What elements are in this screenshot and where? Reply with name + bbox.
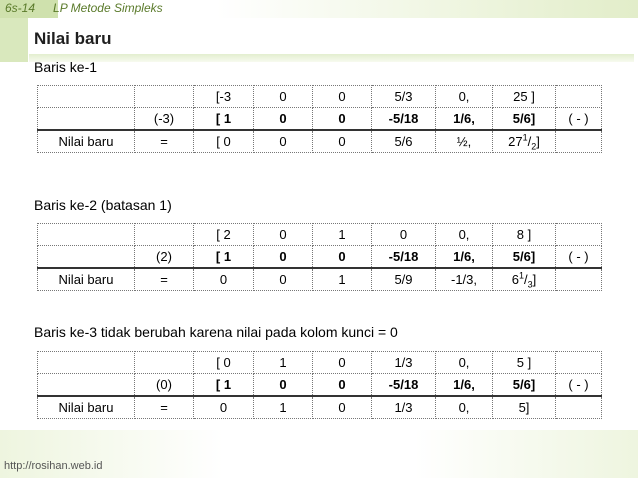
table-cell: 0 (313, 246, 372, 269)
table-row (38, 130, 602, 153)
table-cell: 0 (313, 352, 372, 374)
table-cell: 8 ] (493, 224, 556, 246)
table-cell: (0) (135, 374, 194, 397)
table-row (38, 86, 602, 108)
table-cell: [ 0 (194, 130, 254, 153)
table-cell: 0, (436, 352, 493, 374)
table-cell: 0 (254, 268, 313, 291)
section-heading-1: Baris ke-1 (34, 59, 98, 75)
table-cell: ( - ) (556, 108, 602, 131)
table-cell (556, 396, 602, 419)
table-cell: [ 0 (194, 352, 254, 374)
fraction-denominator: 3 (527, 279, 533, 290)
table-cell (38, 86, 135, 108)
table-cell (556, 86, 602, 108)
table-cell: 1 (254, 352, 313, 374)
table-cell: 5/6 (372, 130, 436, 153)
bracket: ] (532, 272, 537, 287)
table-cell: = (135, 396, 194, 419)
table-cell: 0 (313, 108, 372, 131)
table-cell: 0 (313, 374, 372, 397)
table-cell: 1/6, (436, 108, 493, 131)
table-cell: Nilai baru (38, 268, 135, 291)
table-cell: $6^1/_3$] (493, 268, 556, 291)
table-cell: 1 (313, 224, 372, 246)
slide-header (5, 0, 181, 16)
table-cell: ( - ) (556, 246, 602, 269)
table-cell (38, 352, 135, 374)
table-cell: [ 1 (194, 374, 254, 397)
slide-number: 6s-14 (5, 1, 36, 15)
matrix-table-3 (37, 351, 602, 419)
bracket: ] (536, 134, 540, 149)
table-cell: 0 (372, 224, 436, 246)
table-cell: 0 (254, 374, 313, 397)
table-cell: 0, (436, 224, 493, 246)
table-cell: 1/3 (372, 352, 436, 374)
section-heading-3: Baris ke-3 tidak berubah karena nilai pada kolom kunci = 0 (34, 324, 398, 340)
table-cell: 1/6, (436, 374, 493, 397)
table-cell (135, 86, 194, 108)
table-cell: 0 (194, 396, 254, 419)
table-row (38, 246, 602, 269)
table-cell: 0 (313, 396, 372, 419)
table-cell: ½, (436, 130, 493, 153)
table-cell: 5 ] (493, 352, 556, 374)
table-cell: -5/18 (372, 246, 436, 269)
section-heading-2: Baris ke-2 (batasan 1) (34, 197, 172, 213)
table-cell: 0 (313, 130, 372, 153)
table-cell: 1/3 (372, 396, 436, 419)
table-cell: -5/18 (372, 374, 436, 397)
table-row (38, 108, 602, 131)
table-cell: 0 (313, 86, 372, 108)
table-cell (38, 224, 135, 246)
table-cell: 0 (254, 108, 313, 131)
fraction-numerator: 1 (518, 270, 524, 281)
table-cell: 5/6] (493, 108, 556, 131)
table-cell: [ 2 (194, 224, 254, 246)
table-cell: [ 1 (194, 246, 254, 269)
table-cell: 5/3 (372, 86, 436, 108)
table-cell (556, 130, 602, 153)
table-cell: 1 (254, 396, 313, 419)
table-cell: 0 (254, 130, 313, 153)
table-cell: -1/3, (436, 268, 493, 291)
fraction-whole: 6 (511, 272, 519, 287)
top-band-decoration (216, 0, 638, 18)
table-cell: 0 (194, 268, 254, 291)
table-cell: 0 (254, 224, 313, 246)
table-cell: Nilai baru (38, 396, 135, 419)
title-underline (29, 54, 634, 62)
course-title: LP Metode Simpleks (53, 1, 163, 15)
table-cell (38, 374, 135, 397)
table-cell: 25 ] (493, 86, 556, 108)
side-decoration (0, 18, 28, 62)
table-cell: 5/9 (372, 268, 436, 291)
table-cell: 1 (313, 268, 372, 291)
table-cell: [-3 (194, 86, 254, 108)
table-row (38, 224, 602, 246)
table-cell: 0, (436, 396, 493, 419)
table-cell: Nilai baru (38, 130, 135, 153)
table-cell: = (135, 130, 194, 153)
matrix-table-1 (37, 85, 602, 153)
footer-url[interactable]: http://rosihan.web.id (4, 460, 103, 472)
table-row (38, 374, 602, 397)
table-row (38, 352, 602, 374)
table-row (38, 268, 602, 291)
table-cell (38, 246, 135, 269)
table-cell: (2) (135, 246, 194, 269)
table-cell: -5/18 (372, 108, 436, 131)
table-cell: 5] (493, 396, 556, 419)
table-cell: 5/6] (493, 374, 556, 397)
table-cell: 1/6, (436, 246, 493, 269)
table-cell (135, 352, 194, 374)
table-cell: = (135, 268, 194, 291)
table-cell: 0, (436, 86, 493, 108)
table-cell: ( - ) (556, 374, 602, 397)
fraction-whole: 27 (508, 134, 523, 149)
table-cell (556, 268, 602, 291)
table-cell: 5/6] (493, 246, 556, 269)
table-cell: 0 (254, 246, 313, 269)
table-cell (38, 108, 135, 131)
slide-title: Nilai baru (34, 29, 112, 48)
matrix-table-2 (37, 223, 602, 291)
fraction-denominator: 2 (531, 141, 537, 152)
table-cell: (-3) (135, 108, 194, 131)
fraction-numerator: 1 (522, 132, 528, 143)
table-cell (135, 224, 194, 246)
table-cell: $27^1/_2$] (493, 130, 556, 153)
table-cell: [ 1 (194, 108, 254, 131)
table-cell (556, 352, 602, 374)
table-cell: 0 (254, 86, 313, 108)
table-cell (556, 224, 602, 246)
table-row (38, 396, 602, 419)
